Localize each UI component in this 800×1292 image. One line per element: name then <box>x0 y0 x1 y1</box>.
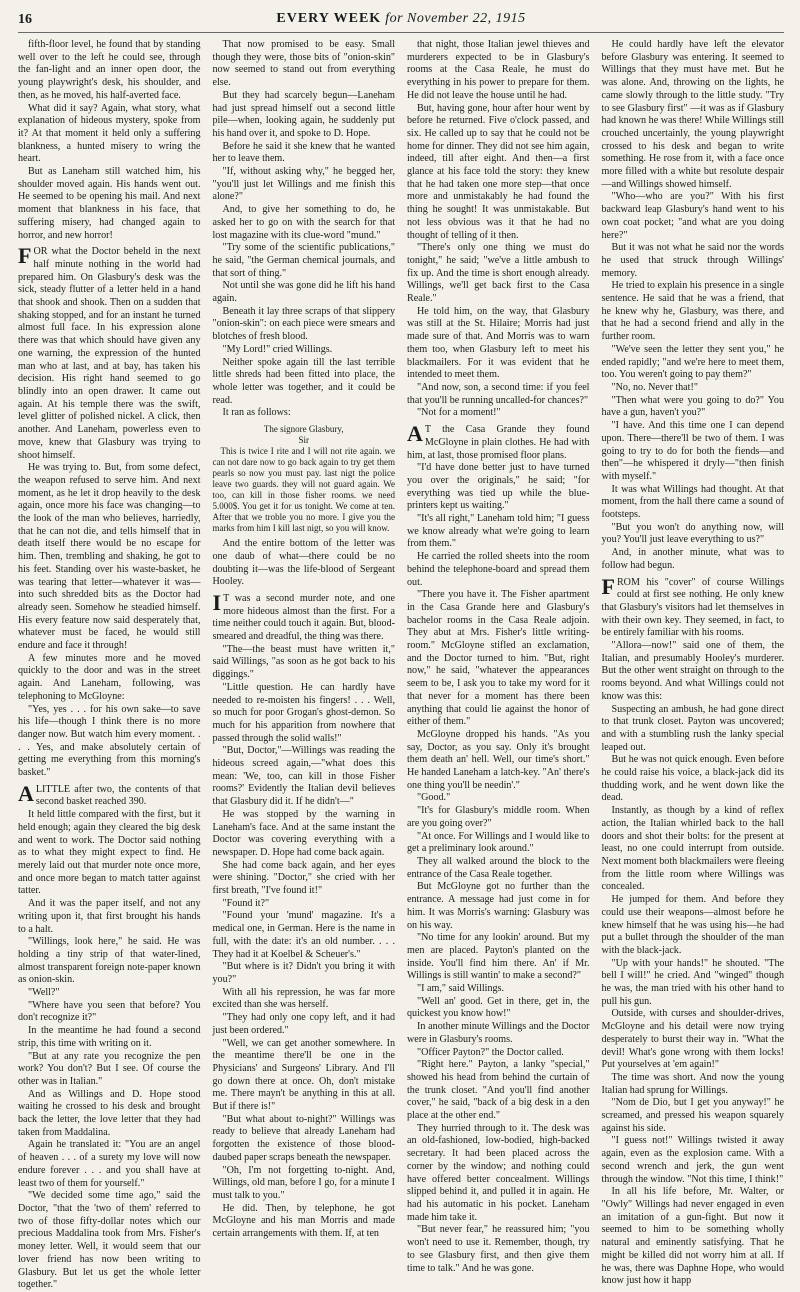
paragraph: He could hardly have left the elevator before Glasbury was entering. It seemed to Willings that they must have met. But he was alone. And, throwing on the lights, he came slowly through to the little study. "Try to see Glasbury first" —it was as if Glasbury had known he was there! While Willings still crouched uncertainly, the young playwright crossed to his desk and began to write something. He rose from it, with a face once more filled with a white but resolute despair—and Willings showed himself. <box>601 39 784 190</box>
paragraph: And the entire bottom of the letter was one daub of what—there could be no doubting it—was the life-blood of Sergeant Hooley. <box>212 538 395 588</box>
column-2 <box>212 39 396 1240</box>
paragraph: "Not for a moment!" <box>417 407 501 419</box>
paragraph: ALITTLE after two, the contents of that second basket reached 390. <box>18 780 201 808</box>
paragraph: "Oh, I'm not forgetting to-night. And, Willings, old man, before I go, for a minute I must talk to you." <box>212 1164 395 1201</box>
paragraph: FROM his "cover" of course Willings could at first see nothing. He only knew that Glasbury's visitors had let themselves in with their own key. They seemed, in fact, to be entirely familiar with his rooms. <box>601 573 784 639</box>
page-header <box>18 10 784 33</box>
paragraph: With all his repression, he was far more excited than she was herself. <box>212 986 395 1011</box>
column-2-text-before-letter <box>213 39 396 420</box>
paragraph: Before he said it she knew that he wanted her to leave them. <box>212 140 395 165</box>
letter-salutation: The signore Glasbury, <box>263 424 344 435</box>
paragraph: "If, without asking why," he begged her, "you'll just let Willings and me finish this alone?" <box>212 166 395 203</box>
paragraph: "We decided some time ago," said the Doctor, "that the 'two of them' referred to two of those fifty-dollar notes which our precious Maddalina took from Mrs. Fisher's money letter. Well, it would seem that our lover friend has now been writing to Glasbury. But let us get the whole letter together." <box>18 1190 201 1291</box>
column-4 <box>601 39 785 1287</box>
paragraph: The time was short. And now the young Italian had sprung for Willings. <box>601 1071 784 1096</box>
column-2-text-after-letter <box>213 538 396 1241</box>
paragraph: "I guess not!" Willings twisted it away again, even as the explosion came. With a second wrench and jerk, the gun went through the window. "Not this time, I think!" <box>601 1135 784 1185</box>
paragraph: "No time for any lookin' around. But my men are placed. Payton's planted on the inside. You'll find him there. An' if Mr. Willings is still wantin' to make a second?" <box>407 932 590 982</box>
paragraph: "The—the beast must have written it," said Willings, "as soon as he got back to his diggings." <box>212 643 395 681</box>
paragraph: "Willings, look here," he said. He was holding a tiny strip of that water-lined, almost transparent foreign note-paper known as onion-skin. <box>18 936 201 986</box>
column-3 <box>407 39 590 1274</box>
paragraph: Not until she was gone did he lift his hand again. <box>212 280 395 305</box>
paragraph: "Well?" <box>28 987 60 999</box>
paragraph: "It's all right," Laneham told him; "I guess we know already what we're going to learn from them." <box>407 513 590 550</box>
paragraph: "Yes, yes . . . for his own sake—to save his life—though I think there is no more danger now. But watch him every moment. . . . Yes, and make absolutely certain of getting me everything from this morning's basket." <box>18 703 201 779</box>
paragraph: "There you have it. The Fisher apartment in the Casa Grande here and Glasbury's bachelor rooms in the Casa Reale adjoin. They abut at Mrs. Fisher's little writing-room." McGloyne stifled an exclamation, and the Doctor turned to him. "But, right now," he said, "whatever the appearances seem to be, I ask you to take my word for it that never for a moment has there been anything that could lie against the honor of either of them." <box>407 589 590 728</box>
paragraph: Instantly, as though by a kind of reflex action, the Italian whirled back to the hall doors and shot their bolts: for the present at least, no one could interrupt from outside. Next moment both blackmailers were fleeing from the little room where Willings was concealed. <box>601 805 784 893</box>
paragraph: "But, Doctor,"—Willings was reading the hideous screed again,—"what does this mean: 'We, too, can kill in those Fisher rooms?' Evidently the Italian devil believes that Glasbury did it. If he didn't—" <box>212 745 395 808</box>
paragraph: He told him, on the way, that Glasbury was still at the St. Hilaire; Morris had just made sure of that. And Morris was to warn them too, when Glasbury left to meet his blackmailers. For it was evident that he intended to meet them. <box>407 305 590 381</box>
blackmail-letter <box>213 424 396 534</box>
paragraph: And as Willings and D. Hope stood waiting he crossed to his desk and brought back the letter, the love letter that they had taken from Maddalina. <box>18 1088 201 1138</box>
paragraph: "Officer Payton?" the Doctor called. <box>417 1046 564 1058</box>
paragraph: He tried to explain his presence in a single sentence. He said that he was a friend, that he knew why he, Glasbury, was there, and that he had a second friend and ally in the further room. <box>601 280 784 343</box>
paragraph: In another minute Willings and the Doctor were in Glasbury's rooms. <box>407 1021 590 1045</box>
paragraph: fifth-floor level, he found that by standing well over to the left he could see, through the fan-light and an inner open door, the young playwright's desk, his shoulder, and then, as he moved, his half-averted face. <box>18 39 201 101</box>
paragraph: Again he translated it: "You are an angel of heaven . . . of a surety my love will now endure forever . . . and you shall have at least two of them for yourself." <box>18 1139 201 1189</box>
magazine-title: EVERY WEEK <box>276 11 382 26</box>
paragraph: "Try some of the scientific publications," he said, "the German chemical journals, and that sort of thing." <box>212 242 395 279</box>
paragraph: "But where is it? Didn't you bring it with you?" <box>212 961 395 985</box>
paragraph: Suspecting an ambush, he had gone direct to that trunk closet. Payton was uncovered; and with a stumbling rush the lanky special leaped out. <box>601 703 784 753</box>
paragraph: "But you won't do anything now, will you? You'll just leave everything to us?" <box>601 521 784 546</box>
paragraph: It ran as follows: <box>222 407 291 419</box>
paragraph: "And now, son, a second time: if you feel that you'll be running uncalled-for chances?" <box>407 381 590 406</box>
paragraph: What did it say? Again, what story, what explanation of hideous mystery, spoke from it? At that moment it held only a suffering blankness, a hunted misery to wring the heart. <box>18 102 201 165</box>
paragraph: And, in another minute, what was to follow had begun. <box>601 547 784 571</box>
paragraph: that night, those Italian jewel thieves and murderers expected to be in Glasbury's rooms at the Casa Reale, he must do everything in his power to prepare for them. He did not leave the house until he had. <box>407 39 590 101</box>
running-head <box>18 11 784 27</box>
paragraph: In all his life before, Mr. Walter, or "Owly" Willings had never engaged in even an imitation of a gun-fight. But now it seemed to him to be something wholly natural and eminently satisfying. That he might be killed did not worry him at all. If he was, there was Daphne Hope, who would know just how it happ <box>601 1186 784 1287</box>
paragraph: "They had only one copy left, and it had just been ordered." <box>212 1012 395 1036</box>
paragraph: "Good." <box>417 792 451 804</box>
paragraph: "Well an' good. Get in there, get in, the quickest you know how!" <box>407 995 590 1020</box>
paragraph: He was trying to. But, from some defect, the weapon refused to serve him. And next moment, as he let it drop heavily to the desk again, once more his face was changing—to the look of the man who believes, harriedly, that he can not die, and tells himself that in death itself there would be no escape for him. Then, trembling and shaking, he got to his feet. Standing over his waste-basket, he was tearing that letter—whatever it was—into such shredded bits as the Doctor had already seen. Somehow he steadied himself. His every feature now said desperately that, whatever must be faced, he would still endure and face it through! <box>18 462 201 652</box>
article-columns <box>18 39 784 1291</box>
column-1 <box>18 39 201 1291</box>
letter-body: This is twice I rite and I will not rite again. we can not dare now to go back again to try get them pearls so now you must pay. last nigt the police leave two guards. they will not guard again. We too, can kill in those fisher rooms. we need 5.000$. You get it for us tonight. We come at ten. After that we troble you no more. I give you the marks from him I kill last nigt, so you will know. <box>212 446 395 534</box>
paragraph: But he was not quick enough. Even before he could raise his voice, a black-jack did its thudding work, and he went down like the dead. <box>601 754 784 804</box>
paragraph: But, having gone, hour after hour went by before he returned. Five o'clock passed, and six. He called up to say that he could not be home for dinner. They did not see him again, indeed, till after eight. And then—a first glance at his face told the story: they knew that he had taken one more step—that once more and unmistakably he had found the thing he sought! It was unmistakable. But not less obvious was it that he had no thought of telling of it then. <box>407 102 590 241</box>
paragraph: "Well, we can get another somewhere. In the meantime there'll be one in the Physicians' and Surgeons' Library. And I'll go down there at once. Oh, don't mistake me. There mayn't be anything in this at all. But if there is!" <box>212 1037 395 1113</box>
paragraph: A few minutes more and he moved quickly to the door and was in the street again. And Laneham, following, was telephoning to McGloyne: <box>18 652 201 702</box>
paragraph: "There's only one thing we must do tonight," he said; "we've a little ambush to fix up. And the time is short enough already. Willings, we'll get back first to the Casa Reale." <box>407 242 590 305</box>
paragraph: FOR what the Doctor beheld in the next half minute nothing in the world had prepared him. On Glasbury's desk was the sick, steady flutter of a letter held in a hand that shook and shook. Then on a sudden that shaking stopped, and for an instant he turned almost full face. In his expression alone there was that which should have given any one warning, the expression of the hunted man who at last, and at bay, has taken his decision. His right hand seemed to go blindly into an open drawer. It came out again. At his temple there was the swift, level glitter of polished nickel. A click, then another. And Laneham, powerless even to move, knew that Glasbury was trying to shoot himself. <box>18 243 201 461</box>
paragraph: And, to give her something to do, he asked her to go on with the search for that lost magazine with its clue-word "mund." <box>212 204 395 241</box>
paragraph: And it was the paper itself, and not any writing upon it, that first brought his hands to a halt. <box>18 898 201 935</box>
paragraph: "It's for Glasbury's middle room. When are you going over?" <box>407 805 590 829</box>
paragraph: IT was a second murder note, and one more hideous almost than the first. For a time neither could touch it again. But, blood-smeared and dreadful, the thing was there. <box>212 589 395 643</box>
paragraph: "We've seen the letter they sent you," he ended rapidly; "and we're here to meet them, too. You weren't going to pay them?" <box>601 343 784 381</box>
paragraph: But it was not what he said nor the words he used that struck through Willings' memory. <box>601 242 784 279</box>
paragraph: "But what about to-night?" Willings was ready to believe that already Laneham had forgotten the existence of those blood-daubed paper scraps beneath the newspaper. <box>212 1113 395 1163</box>
paragraph: But they had scarcely begun—Laneham had just spread himself out a second little pile—when, looking again, he suddenly put his hand over it, and spoke to D. Hope. <box>212 89 395 139</box>
paragraph: "My Lord!" cried Willings. <box>222 343 333 355</box>
paragraph: "I am," said Willings. <box>417 983 504 995</box>
paragraph: "Found it?" <box>222 897 270 909</box>
paragraph: They all walked around the block to the entrance of the Casa Reale together. <box>407 856 590 880</box>
paragraph: "But never fear," he reassured him; "you won't need to use it. Remember, though, try to see Glasbury first, and then give them time to talk." And he was gone. <box>407 1224 590 1274</box>
paragraph: He carried the rolled sheets into the room behind the telephone-board and spread them out. <box>407 551 590 588</box>
paragraph: That now promised to be easy. Small though they were, those bits of "onion-skin" now seemed to stand out from everything else. <box>212 39 395 89</box>
paragraph: He did. Then, by telephone, he got McGloyne and his man Morris and made certain arrangements with them. If, at ten <box>212 1202 395 1240</box>
issue-date: for November 22, 1915 <box>385 11 526 26</box>
paragraph: "Nom de Dio, but I get you anyway!" he screamed, and pressed his weapon squarely against his side. <box>601 1097 784 1134</box>
paragraph: "Where have you seen that before? You don't recognize it?" <box>18 999 201 1024</box>
paragraph: It was what Willings had thought. At that moment, from the hall there came a sound of footsteps. <box>601 483 784 521</box>
paragraph: "At once. For Willings and I would like to get a preliminary look around." <box>407 830 590 855</box>
paragraph: "Up with your hands!" he shouted. "The bell I will!" he cried. And "winged" though he was, the man tried with his other hand to pull his gun. <box>601 957 784 1007</box>
paragraph: "I have. And this time one I can depend upon. There—there'll be two of them. I was going to try to do for both the fiends—and then"—he whispered it dryly—"then finish with myself." <box>601 420 784 482</box>
paragraph: "But at any rate you recognize the pen work? You don't? But I see. Of course the other was in Italian." <box>18 1050 201 1087</box>
paragraph: "Who—who are you?" With his first backward leap Glasbury's hand went to his own coat pocket; "and what are you doing here?" <box>601 191 784 241</box>
paragraph: Outside, with curses and shoulder-drives, McGloyne and his detail were now trying desperately to burst their way in. "What the devil! What's gone wrong with them locks! Put yourselves at 'em again!" <box>601 1008 784 1071</box>
paragraph: "Allora—now!" said one of them, the Italian, and presumably Hooley's murderer. But the other went straight on through to the rooms beyond. And what Willings could not know was this: <box>601 640 784 702</box>
paragraph: "I'd have done better just to have turned you over the originals," he said; "for everything was tied up while the blue-printers kept us waiting." <box>407 462 590 512</box>
paragraph: In the meantime he had found a second strip, this time with writing on it. <box>18 1025 201 1049</box>
paragraph: It held little compared with the first, but it held enough; again they cleared the big desk and went to work. The Doctor said nothing as to what they might expect to find. He merely laid out that murder note once more, and once more began to match tatter against tatter. <box>18 809 201 897</box>
paragraph: He was stopped by the warning in Laneham's face. And at the same instant the Doctor was covering everything with a newspaper. D. Hope had come back again. <box>212 808 395 858</box>
paragraph: But McGloyne got no further than the entrance. A message had just come in for him. It was Morris's warning: Glasbury was on his way. <box>407 881 590 931</box>
paragraph: McGloyne dropped his hands. "As you say, Doctor, as you say. Only it's brought them death an' hell. Well, our time's short." He handed Laneham a latch-key. "An' there's one thing you'll be needin'." <box>407 728 590 791</box>
paragraph: He jumped for them. And before they could use their weapons—almost before he knew himself that he was using his—he had put a bullet through the shoulder of the man with the black-jack. <box>601 894 784 956</box>
paragraph: They hurried through to it. The desk was an old-fashioned, low-bodied, high-backed secretary. It had been placed across the corner by the window; and nothing could have offered better concealment. Willings slipped behind it, and pulled it in again. He had his automatic in his pocket. Laneham made him take it. <box>407 1122 590 1223</box>
paragraph: "Little question. He can hardly have needed to re-moisten his fingers! . . . Well, so much for poor Grogan's ghost-demon. So much for his apparition from nowhere that passed through the solid walls!" <box>212 681 395 744</box>
paragraph: AT the Casa Grande they found McGloyne in plain clothes. He had with him, at last, those promised floor plans. <box>407 421 590 461</box>
paragraph: "No, no. Never that!" <box>611 381 698 393</box>
paragraph: Neither spoke again till the last terrible little shreds had been fitted into place, the whole letter was together, and it could be read. <box>212 356 395 406</box>
paragraph: "Found your 'mund' magazine. It's a medical one, in German. Here is the name in full, with the date: it's an old number. . . . They had it at Koelbel & Scheuer's." <box>212 910 395 960</box>
paragraph: She had come back again, and her eyes were shining. "Doctor," she cried with her first breath, "I've found it!" <box>212 859 395 897</box>
letter-sir: Sir <box>298 435 309 446</box>
paragraph: "Then what were you going to do?" You have a gun, haven't you?" <box>601 394 784 419</box>
paragraph: Beneath it lay three scraps of that slippery "onion-skin": on each piece were smears and blotches of fresh blood. <box>212 305 395 343</box>
page-number: 16 <box>18 12 32 27</box>
paragraph: "Right here." Payton, a lanky "special," showed his head from behind the curtain of the trunk closet. "And you'll find another cover," he said, "back of a big desk in a den place at the other end." <box>407 1059 590 1122</box>
paragraph: But as Laneham still watched him, his shoulder moved again. His hands went out. He seemed to be opening his mail. And next moment that blankness in his face, that suffering misery, had changed again to horror, and new horror! <box>18 166 201 241</box>
